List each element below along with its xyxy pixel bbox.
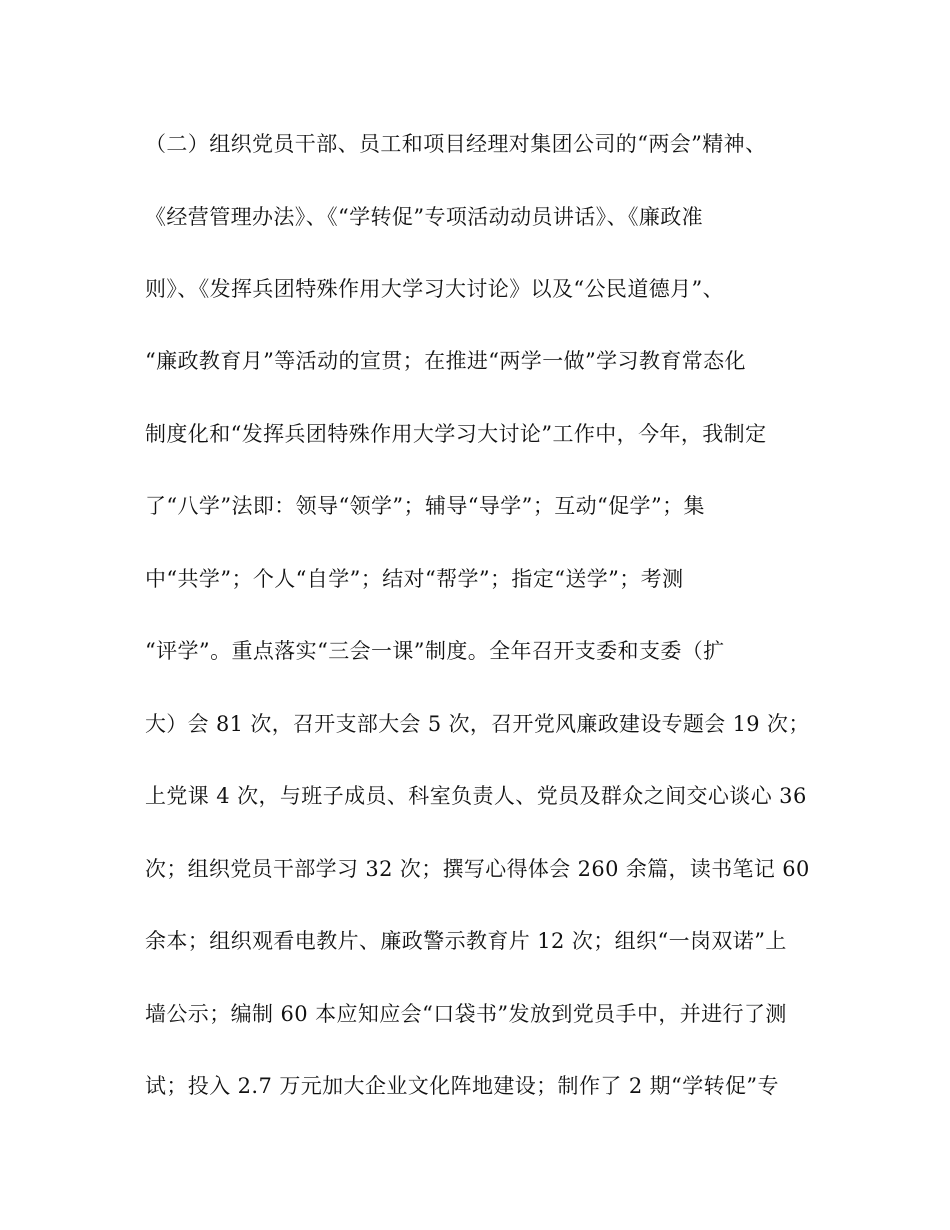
paragraph-line: 试；投入 2.7 万元加大企业文化阵地建设；制作了 2 期“学转促”专 bbox=[145, 1074, 779, 1098]
paragraph-line: （二）组织党员干部、员工和项目经理对集团公司的“两会”精神、 bbox=[145, 132, 767, 156]
paragraph-line: 大）会 81 次，召开支部大会 5 次，召开党风廉政建设专题会 19 次； bbox=[145, 712, 810, 736]
paragraph-line: 中“共学”；个人“自学”；结对“帮学”；指定“送学”；考测 bbox=[145, 567, 684, 591]
paragraph-line: 制度化和“发挥兵团特殊作用大学习大讨论”工作中，今年，我制定 bbox=[145, 422, 767, 446]
paragraph-line: 次；组织党员干部学习 32 次；撰写心得体会 260 余篇，读书笔记 60 bbox=[145, 857, 810, 881]
paragraph-line: 《经营管理办法》、《“学转促”专项活动动员讲话》、《廉政准 bbox=[145, 205, 704, 229]
paragraph-line: 余本；组织观看电教片、廉政警示教育片 12 次；组织“一岗双诺”上 bbox=[145, 929, 787, 953]
paragraph-line: 了“八学”法即：领导“领学”；辅导“导学”；互动“促学”；集 bbox=[145, 494, 705, 518]
paragraph-line: 上党课 4 次，与班子成员、科室负责人、党员及群众之间交心谈心 36 bbox=[145, 784, 807, 808]
paragraph-line: 墙公示；编制 60 本应知应会“口袋书”发放到党员手中，并进行了测 bbox=[145, 1002, 787, 1026]
paragraph-line: 则》、《发挥兵团特殊作用大学习大讨论》以及“公民道德月”、 bbox=[145, 277, 725, 301]
paragraph-line: “廉政教育月”等活动的宣贯；在推进“两学一做”学习教育常态化 bbox=[145, 349, 746, 373]
paragraph-line: “评学”。重点落实“三会一课”制度。全年召开支委和支委（扩 bbox=[145, 639, 725, 663]
